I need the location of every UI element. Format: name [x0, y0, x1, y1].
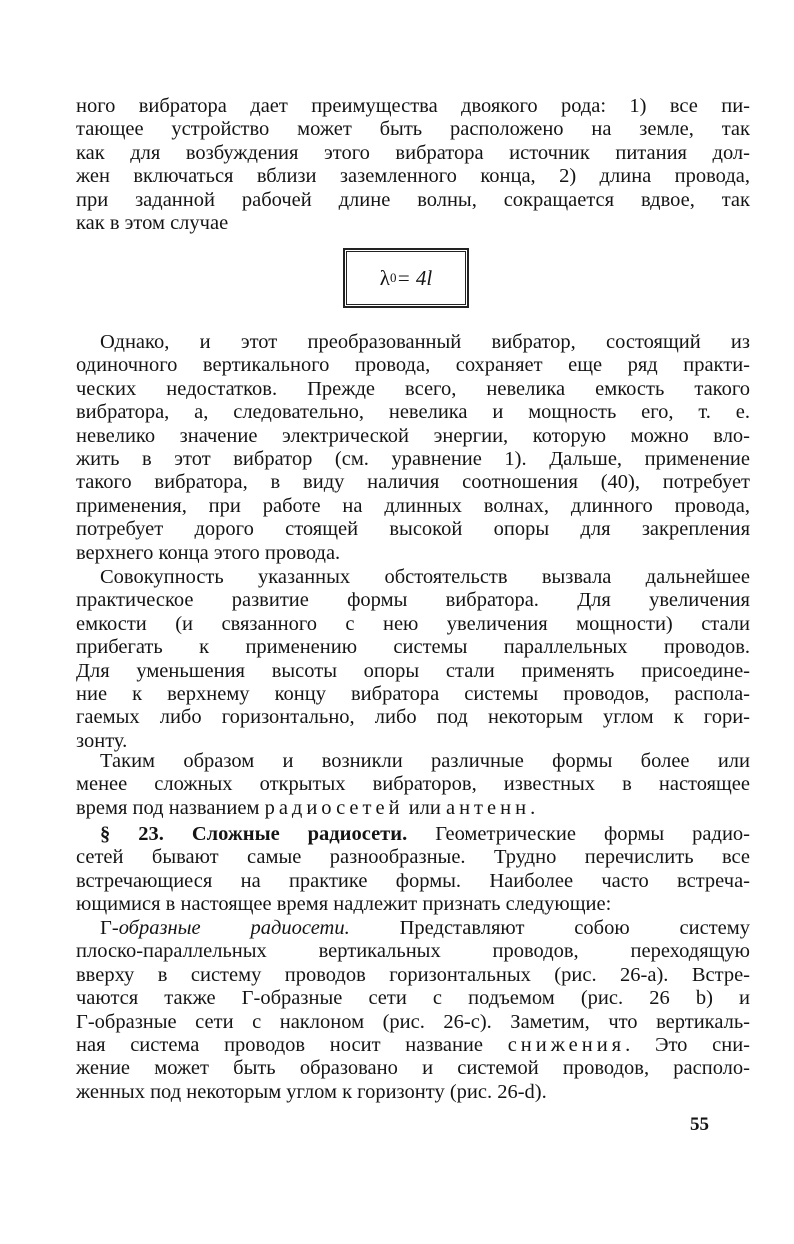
- text-segment: Совокупность указанных обстоятельств вызвала дальнейшее: [100, 566, 750, 588]
- text-segment: жить в этот вибратор (см. уравнение 1). Дальше, применение: [76, 447, 750, 470]
- text-segment: Однако, и этот преобразованный вибратор, состоящий из: [100, 331, 750, 353]
- paragraph: [76, 95, 750, 235]
- text-line: [76, 750, 750, 773]
- text-segment: гаемых либо горизонтально, либо под некоторым углом к гори-: [76, 706, 750, 729]
- text-line: [76, 660, 750, 683]
- text-segment: тающее устройство может быть расположено на земле, так: [76, 118, 750, 141]
- text-segment: жен включаться вблизи заземленного конца, 2) длина провода,: [76, 165, 750, 188]
- text-line: [76, 189, 750, 212]
- spaced-term: снижения: [507, 1033, 626, 1056]
- text-segment: ного вибратора дает преимущества двоякого рода: 1) все пи-: [76, 95, 750, 117]
- text-segment: вверху в систему проводов горизонтальных (рис. 26-а). Встре-: [76, 963, 750, 986]
- text-segment: ческих недостатков. Прежде всего, невелика емкость такого: [76, 377, 750, 400]
- text-line: [76, 471, 750, 494]
- text-line: [76, 797, 750, 820]
- paragraph: [76, 331, 750, 565]
- text-segment: верхнего конца этого провода.: [76, 541, 341, 564]
- text-segment: Г-образные сети с наклоном (рис. 26-с). Заметим, что вертикаль-: [76, 1010, 750, 1033]
- text-segment: сетей бывают самые разнообразные. Трудно перечислить все: [76, 846, 750, 869]
- text-line: [76, 1057, 750, 1080]
- formula-subscript: 0: [389, 270, 397, 285]
- text-line: [76, 378, 750, 401]
- text-segment: зонту.: [76, 729, 128, 752]
- text-segment: Для уменьшения высоты опоры стали применять присоедине-: [76, 659, 750, 682]
- text-segment: ние к верхнему концу вибратора системы проводов, распола-: [76, 682, 750, 705]
- paragraph: [76, 917, 750, 1104]
- text-line: [76, 448, 750, 471]
- text-line: [76, 706, 750, 729]
- text-segment: ная система проводов носит название: [76, 1033, 508, 1056]
- page-number: 55: [690, 1114, 709, 1135]
- text-segment: одиночного вертикального провода, сохраняет еще ряд практи-: [76, 354, 750, 377]
- text-segment: чаются также Г-образные сети с подъемом (рис. 26 b) и: [76, 987, 750, 1010]
- text-segment: такого вибратора, в виду наличия соотношения (40), потребует: [76, 471, 750, 494]
- text-segment: . Это сни-: [625, 1033, 750, 1056]
- formula-lambda: λ: [379, 265, 390, 290]
- boxed-formula: [343, 248, 469, 308]
- text-segment: жение может быть образовано и системой проводов, располо-: [76, 1057, 750, 1080]
- text-segment: при заданной рабочей длине волны, сокращается вдвое, так: [76, 188, 750, 211]
- text-line: [76, 683, 750, 706]
- text-segment: Геометрические формы радио-: [407, 823, 750, 845]
- text-line: [76, 1081, 750, 1104]
- text-segment: применения, при работе на длинных волнах, длинного провода,: [76, 494, 750, 517]
- text-line: [76, 589, 750, 612]
- formula-rhs: = 4l: [396, 265, 433, 290]
- text-segment: вибратора, а, следовательно, невелика и мощность его, т. е.: [76, 401, 750, 424]
- text-segment: .: [530, 796, 536, 819]
- italic-term: образные радиосети.: [118, 917, 350, 939]
- text-line: [76, 95, 750, 118]
- text-segment: Представляют собою систему: [349, 917, 750, 939]
- spaced-term: антенн: [445, 796, 531, 819]
- text-line: [76, 212, 750, 235]
- text-line: [76, 846, 750, 869]
- text-segment: как для возбуждения этого вибратора источник питания дол-: [76, 141, 750, 164]
- paragraph: [76, 566, 750, 753]
- text-line: [76, 823, 750, 846]
- text-segment: время под названием: [76, 796, 265, 819]
- text-line: [76, 331, 750, 354]
- text-segment: ющимися в настоящее время надлежит признать следующие:: [76, 893, 612, 916]
- text-line: [76, 870, 750, 893]
- text-segment: встречающиеся на практике формы. Наиболее часто встреча-: [76, 869, 750, 892]
- text-segment: практическое развитие формы вибратора. Для увеличения: [76, 589, 750, 612]
- text-segment: прибегать к применению системы параллельных проводов.: [76, 636, 750, 659]
- text-segment: емкости (и связанного с нею увеличения мощности) стали: [76, 612, 750, 635]
- text-segment: женных под некоторым углом к горизонту (рис. 26-d).: [76, 1080, 547, 1103]
- text-line: [76, 613, 750, 636]
- text-segment: как в этом случае: [76, 211, 229, 234]
- text-line: [76, 987, 750, 1010]
- text-segment: Г-: [100, 917, 119, 939]
- spaced-term: радиосетей: [264, 796, 404, 819]
- text-line: [76, 165, 750, 188]
- text-line: [76, 542, 750, 565]
- text-line: [76, 425, 750, 448]
- text-line: [76, 142, 750, 165]
- text-line: [76, 917, 750, 940]
- text-segment: Таким образом и возникли различные формы более или: [100, 750, 750, 772]
- text-line: [76, 636, 750, 659]
- text-line: [76, 354, 750, 377]
- text-line: [76, 1034, 750, 1057]
- text-segment: плоско-параллельных вертикальных проводов, переходящую: [76, 940, 750, 963]
- paragraph: [76, 750, 750, 820]
- text-line: [76, 566, 750, 589]
- text-segment: невелико значение электрической энергии, которую можно вло-: [76, 424, 750, 447]
- text-line: [76, 893, 750, 916]
- text-segment: менее сложных открытых вибраторов, известных в настоящее: [76, 773, 750, 796]
- paragraph: [76, 823, 750, 917]
- text-line: [76, 118, 750, 141]
- text-line: [76, 964, 750, 987]
- text-segment: потребует дорого стоящей высокой опоры для закрепления: [76, 518, 750, 541]
- text-line: [76, 518, 750, 541]
- section-heading: § 23. Сложные радиосети.: [100, 823, 408, 845]
- text-line: [76, 773, 750, 796]
- text-line: [76, 940, 750, 963]
- text-line: [76, 495, 750, 518]
- text-line: [76, 1011, 750, 1034]
- text-line: [76, 401, 750, 424]
- text-segment: или: [403, 796, 446, 819]
